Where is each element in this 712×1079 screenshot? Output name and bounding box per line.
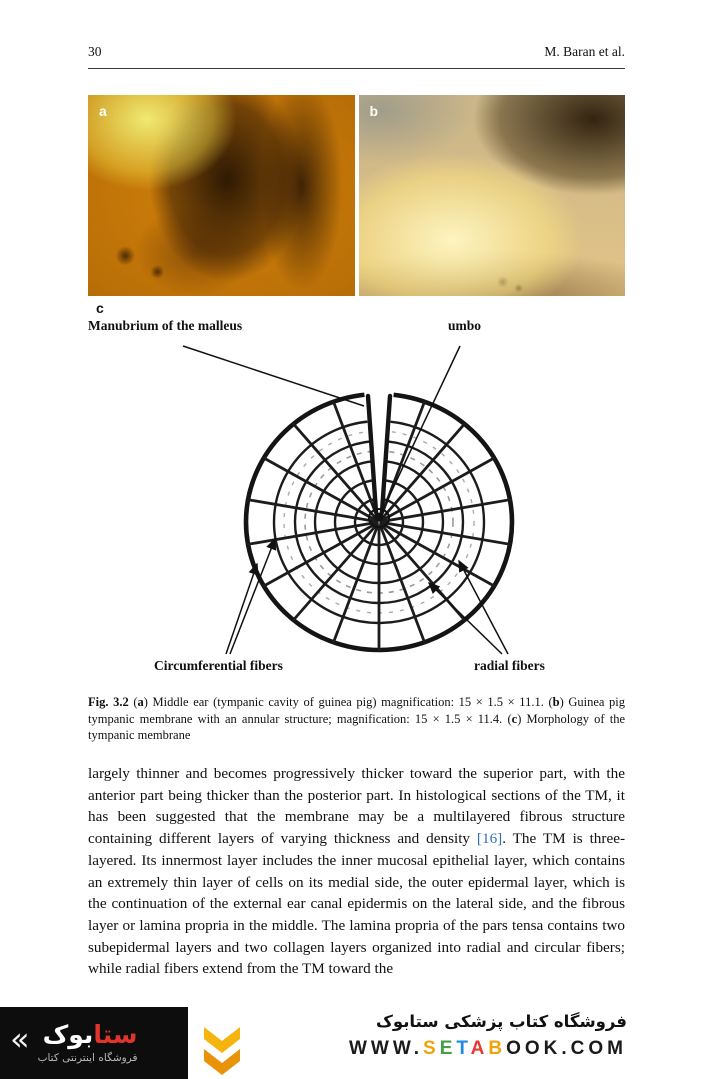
double-chevron-icon: «	[10, 1020, 30, 1058]
website-letter: E	[439, 1038, 457, 1059]
footer-right	[349, 1012, 627, 1060]
store-name: فروشگاه کتاب پزشکی ستابوک	[376, 1012, 627, 1031]
figure-panel-c	[88, 300, 625, 685]
setabook-logo	[0, 1007, 188, 1079]
caption-bold-segment: c	[511, 711, 518, 726]
brand-part-red: ستا	[93, 1020, 138, 1050]
radial-fibers-label: radial fibers	[474, 658, 545, 673]
website-letter: W	[392, 1038, 414, 1059]
website-letter: O	[524, 1038, 544, 1059]
website-letter: A	[470, 1038, 489, 1059]
page-number: 30	[88, 44, 102, 59]
manubrium-label: Manubrium of the malleus	[88, 318, 243, 333]
website-letter: O	[506, 1038, 525, 1059]
website-letter: .	[413, 1038, 424, 1059]
panel-b-label: b	[369, 103, 379, 119]
caption-bold-segment: Fig. 3.2	[88, 695, 129, 709]
brand-name	[38, 1022, 138, 1048]
panel-c-label: c	[96, 300, 104, 316]
citation-link-16[interactable]: [16]	[476, 830, 503, 848]
body-text-segment: largely thinner and becomes progressively thicker toward the superior part, with the anterior part being thicker than the posterior part. In histological sections of the TM, it has been suggested that the membrane may be a multilayered fibrous structure containing different layers of varying thickness and density	[88, 765, 625, 848]
brand-part-white: بوک	[42, 1020, 94, 1050]
website-letter: C	[570, 1038, 589, 1059]
body-text-segment: . The TM is three-layered. Its innermost layer includes the inner mucosal epithelial layer, which contains an extremely thin layer of cells on its medial side, the outer epidermal layer, which is the continuation of the external ear canal epidermis on the lateral side, and the fibrous layer or lamina propria in the middle. The lamina propria of the pars tensa contains two subepidermal layers and two collagen layers organized into radial and circular fibers; while radial fibers extend from the TM toward the	[88, 830, 625, 978]
umbo-label: umbo	[448, 318, 482, 333]
logo-subtitle: فروشگاه اینترنتی کتاب	[37, 1051, 138, 1064]
panel-a-label: a	[99, 103, 107, 119]
caption-text-segment: (	[128, 695, 138, 709]
website-letter: B	[488, 1038, 507, 1059]
website-url	[349, 1038, 627, 1060]
website-letter: W	[370, 1038, 393, 1059]
caption-text-segment: ) Middle ear (tympanic cavity of guinea pig) magnification: 15 × 1.5 × 11.1. (	[143, 695, 553, 709]
brand-chevron-mark-icon	[198, 1023, 246, 1079]
website-letter: W	[348, 1038, 371, 1059]
website-letter: M	[607, 1038, 627, 1059]
page-header	[88, 44, 625, 69]
tympanic-membrane-drawing	[88, 300, 625, 685]
circumferential-fibers-label: Circumferential fibers	[154, 658, 283, 673]
website-letter: .	[561, 1038, 571, 1059]
caption-bold-segment: b	[552, 695, 560, 709]
website-letter: S	[423, 1038, 440, 1059]
logo-text	[38, 1022, 138, 1063]
running-head-authors: M. Baran et al.	[544, 44, 625, 59]
caption-text-segment: ) Morphology of the tympanic membrane	[88, 711, 625, 742]
figure-caption	[88, 694, 625, 744]
figure-3-2-photos	[88, 95, 625, 296]
website-letter: O	[588, 1038, 608, 1059]
caption-bold-segment: a	[137, 695, 144, 709]
figure-panel-b	[359, 95, 626, 296]
website-letter: T	[456, 1038, 471, 1059]
caption-text-segment: ) Guinea pig tympanic membrane with an annular structure; magnification: 15 × 1.5 × 11.4. (	[88, 695, 625, 726]
figure-panel-a	[88, 95, 355, 296]
website-letter: K	[543, 1038, 562, 1059]
body-paragraph	[88, 763, 625, 980]
